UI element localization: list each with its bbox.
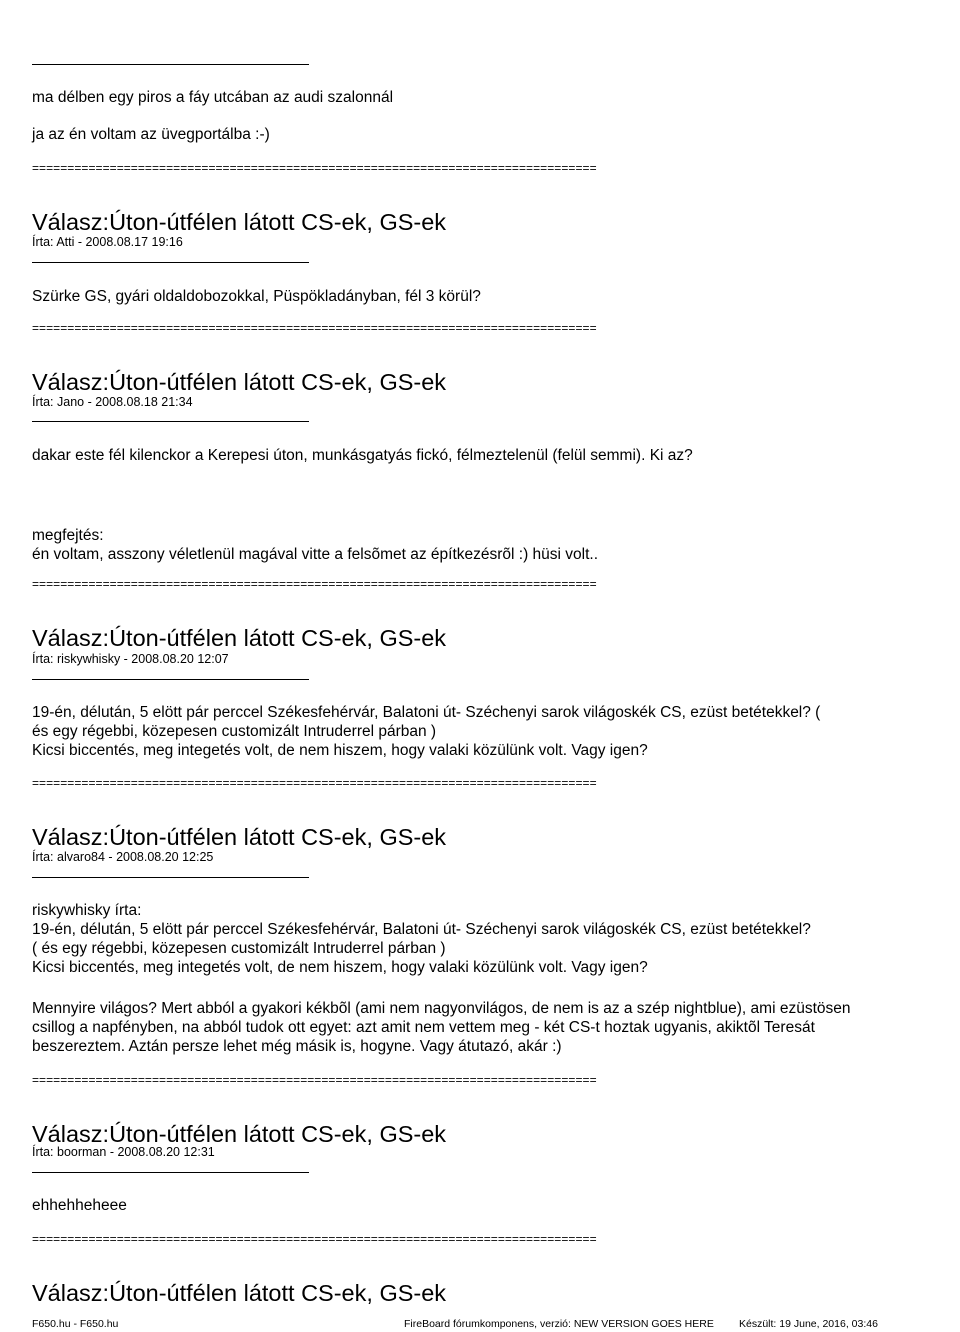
post-body-text: 19-én, délután, 5 elött pár perccel Székesfehérvár, Balatoni út- Széchenyi sarok világoskék CS, ezüst betétekkel? ( és egy régebbi, közepesen customizált Intruderrel párban ) Kicsi biccentés, meg integetés volt, de nem hiszem, hogy valaki közülünk volt. Vagy igen?: [32, 704, 821, 759]
post-body-text: megfejtés: én voltam, asszony véletlenül magával vitte a felsõmet az építkezésrõl :) hüsi volt..: [32, 527, 599, 563]
post-body-text: Szürke GS, gyári oldaldobozokkal, Püspökladányban, fél 3 körül?: [32, 288, 481, 305]
separator-line: ================================================================================: [32, 776, 597, 790]
post-title: Válasz:Úton-útfélen látott CS-ek, GS-ek: [32, 625, 447, 651]
post-body-text: ja az én voltam az üvegportálba :-): [32, 126, 270, 143]
post-title: Válasz:Úton-útfélen látott CS-ek, GS-ek: [32, 369, 447, 395]
post-divider-line: [32, 262, 309, 263]
post-title: Válasz:Úton-útfélen látott CS-ek, GS-ek: [32, 1280, 447, 1306]
post-body-text: ma délben egy piros a fáy utcában az audi szalonnál: [32, 89, 394, 106]
post-body-text: riskywhisky írta: 19-én, délután, 5 elött pár perccel Székesfehérvár, Balatoni út- Széchenyi sarok világoskék CS, ezüst betétekkel? ( és egy régebbi, közepesen customizált Intruderrel párban ) Kicsi biccentés, meg integetés volt, de nem hiszem, hogy valaki közülünk volt. Vagy igen?: [32, 902, 811, 976]
post-body-text: ehhehheheee: [32, 1197, 127, 1214]
post-divider-line: [32, 64, 309, 65]
post-meta: Írta: Atti - 2008.08.17 19:16: [32, 235, 183, 249]
footer-component: FireBoard fórumkomponens, verzió: NEW VERSION GOES HERE: [404, 1318, 714, 1330]
separator-line: ================================================================================: [32, 577, 597, 591]
post-meta: Írta: riskywhisky - 2008.08.20 12:07: [32, 652, 229, 666]
post-title: Válasz:Úton-útfélen látott CS-ek, GS-ek: [32, 824, 447, 850]
footer-site: F650.hu - F650.hu: [32, 1318, 119, 1330]
post-body-text: Mennyire világos? Mert abból a gyakori kékbõl (ami nem nagyonvilágos, de nem is az a szép nightblue), ami ezüstösen csillog a napfényben, na abból tudok ott egyet: azt amit nem vettem meg - két CS-t hoztak ugyanis, akiktõl Teresát beszereztem. Aztán persze lehet még másik is, hogyne. Vagy átutazó, akár :): [32, 1000, 851, 1055]
post-meta: Írta: boorman - 2008.08.20 12:31: [32, 1145, 215, 1159]
post-divider-line: [32, 1172, 309, 1173]
separator-line: ================================================================================: [32, 1073, 597, 1087]
separator-line: ================================================================================: [32, 1232, 597, 1246]
post-divider-line: [32, 421, 309, 422]
post-divider-line: [32, 877, 309, 878]
post-meta: Írta: alvaro84 - 2008.08.20 12:25: [32, 850, 214, 864]
post-title: Válasz:Úton-útfélen látott CS-ek, GS-ek: [32, 1121, 447, 1147]
post-title: Válasz:Úton-útfélen látott CS-ek, GS-ek: [32, 209, 447, 235]
post-body-text: dakar este fél kilenckor a Kerepesi úton, munkásgatyás fickó, félmeztelenül (felül semmi). Ki az?: [32, 447, 693, 464]
footer-generated: Készült: 19 June, 2016, 03:46: [739, 1318, 878, 1330]
post-divider-line: [32, 679, 309, 680]
separator-line: ================================================================================: [32, 321, 597, 335]
post-meta: Írta: Jano - 2008.08.18 21:34: [32, 395, 193, 409]
separator-line: ================================================================================: [32, 161, 597, 175]
